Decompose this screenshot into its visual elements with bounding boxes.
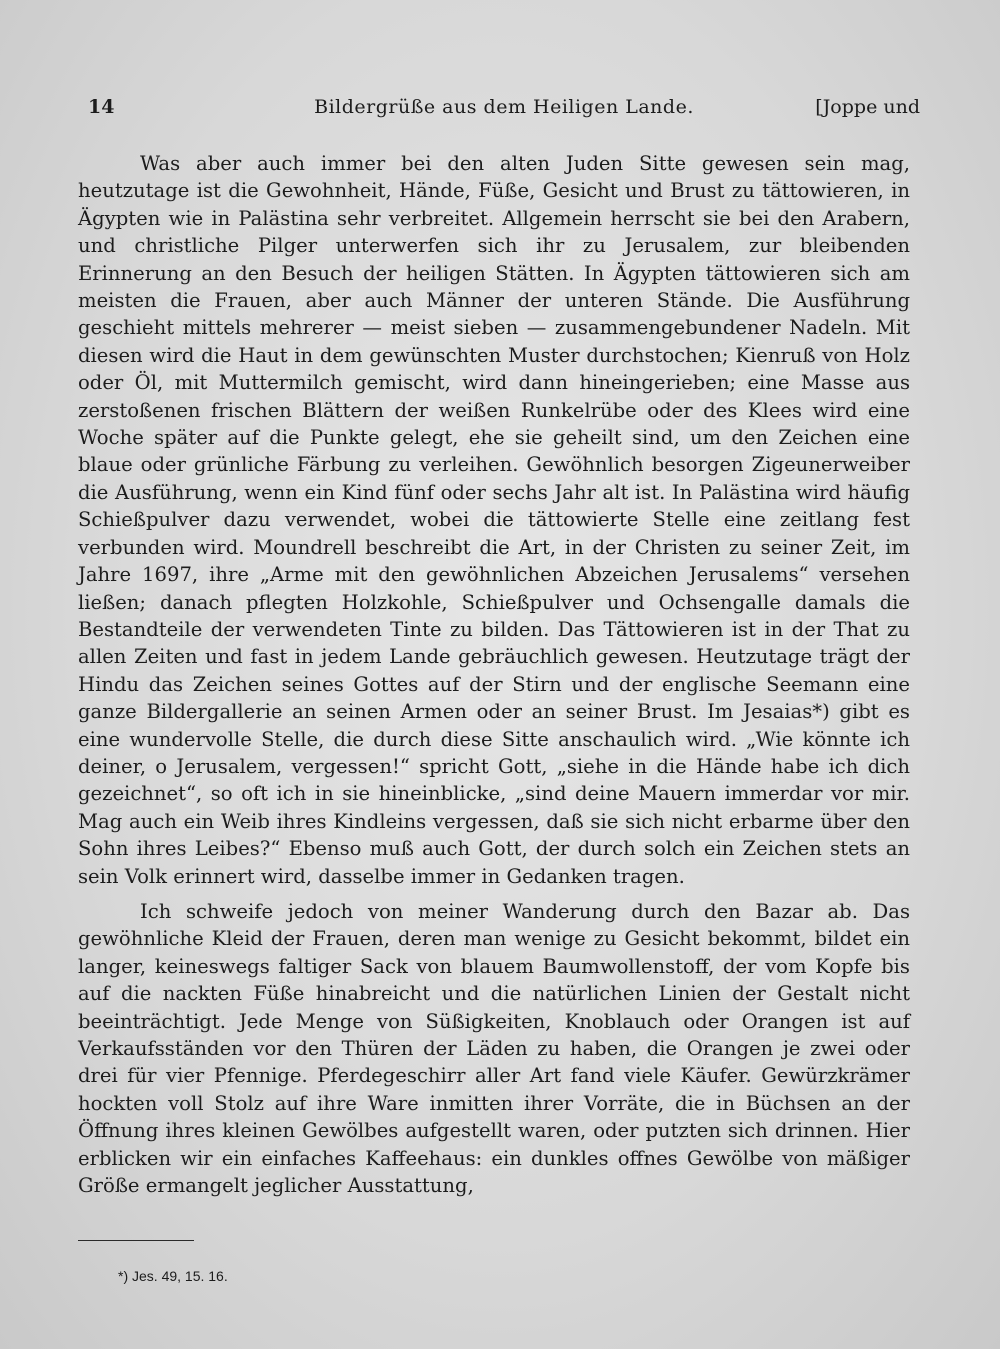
running-title: Bildergrüße aus dem Heiligen Lande. (314, 96, 694, 118)
footnote-rule (78, 1240, 194, 1241)
footnote: *) Jes. 49, 15. 16. (118, 1268, 228, 1284)
paragraph-tattooing: Was aber auch immer bei den alten Juden Sitte gewesen sein mag, heutzutage ist die Gewohnheit, Hände, Füße, Gesicht und Brust zu tättowieren, in Ägypten wie in Palästina sehr verbreitet. Allgemein herrscht sie bei den Arabern, und christliche Pilger unterwerfen sich ihr zu Jerusalem, zur bleibenden Erinnerung an den Besuch der heiligen Stätten. In Ägypten tättowieren sich am meisten die Frauen, aber auch Männer der unteren Stände. Die Ausführung geschieht mittels mehrerer — meist sieben — zusammengebundener Nadeln. Mit diesen wird die Haut in dem gewünschten Muster durchstochen; Kienruß von Holz oder Öl, mit Muttermilch gemischt, wird dann hineingerieben; eine Masse aus zerstoßenen frischen Blättern der weißen Runkelrübe oder des Klees wird eine Woche später auf die Punkte gelegt, ehe sie geheilt sind, um den Zeichen eine blaue oder grünliche Färbung zu verleihen. Gewöhnlich besorgen Zigeunerweiber die Ausführung, wenn ein Kind fünf oder sechs Jahr alt ist. In Palästina wird häufig Schießpulver dazu verwendet, wobei die tättowierte Stelle eine zeitlang fest verbunden wird. Moundrell beschreibt die Art, in der Christen zu seiner Zeit, im Jahre 1697, ihre „Arme mit den gewöhnlichen Abzeichen Jerusalems“ versehen ließen; danach pflegten Holzkohle, Schießpulver und Ochsengalle damals die Bestandteile der verwendeten Tinte zu bilden. Das Tättowieren ist in der That zu allen Zeiten und fast in jedem Lande gebräuchlich gewesen. Heutzutage trägt der Hindu das Zeichen seines Gottes auf der Stirn und der englische Seemann eine ganze Bildergallerie an seinen Armen oder an seiner Brust. Im Jesaias*) gibt es eine wundervolle Stelle, die durch diese Sitte anschaulich wird. „Wie könnte ich deiner, o Jerusalem, vergessen!“ spricht Gott, „siehe in die Hände habe ich dich gezeichnet“, so oft ich in sie hineinblicke, „sind deine Mauern immerdar vor mir. Mag auch ein Weib ihres Kindleins vergessen, daß sie sich nicht erbarme über den Sohn ihres Leibes?“ Ebenso muß auch Gott, der durch solch ein Zeichen stets an sein Volk erinnert wird, dasselbe immer in Gedanken tragen. (78, 152, 910, 888)
page-number: 14 (88, 96, 115, 118)
section-label: [Joppe und (815, 96, 920, 118)
paragraph-bazar: Ich schweife jedoch von meiner Wanderung durch den Bazar ab. Das gewöhnliche Kleid der Frauen, deren man wenige zu Gesicht bekommt, bildet ein langer, keineswegs faltiger Sack von blauem Baumwollenstoff, der vom Kopfe bis auf die nackten Füße hinabreicht und die natürlichen Linien der Gestalt nicht beeinträchtigt. Jede Menge von Süßigkeiten, Knoblauch oder Orangen ist auf Verkaufsständen vor den Thüren der Läden zu haben, die Orangen je zwei oder drei für vier Pfennige. Pferdegeschirr aller Art fand viele Käufer. Gewürzkrämer hockten voll Stolz auf ihre Ware inmitten ihrer Vorräte, die in Büchsen an der Öffnung ihres kleinen Gewölbes aufgestellt waren, oder putzten sich drinnen. Hier erblicken wir ein einfaches Kaffeehaus: ein dunkles offnes Gewölbe von mäßiger Größe ermangelt jeglicher Ausstattung, (78, 899, 910, 1198)
body-text (78, 150, 910, 1199)
page-header (88, 96, 920, 130)
